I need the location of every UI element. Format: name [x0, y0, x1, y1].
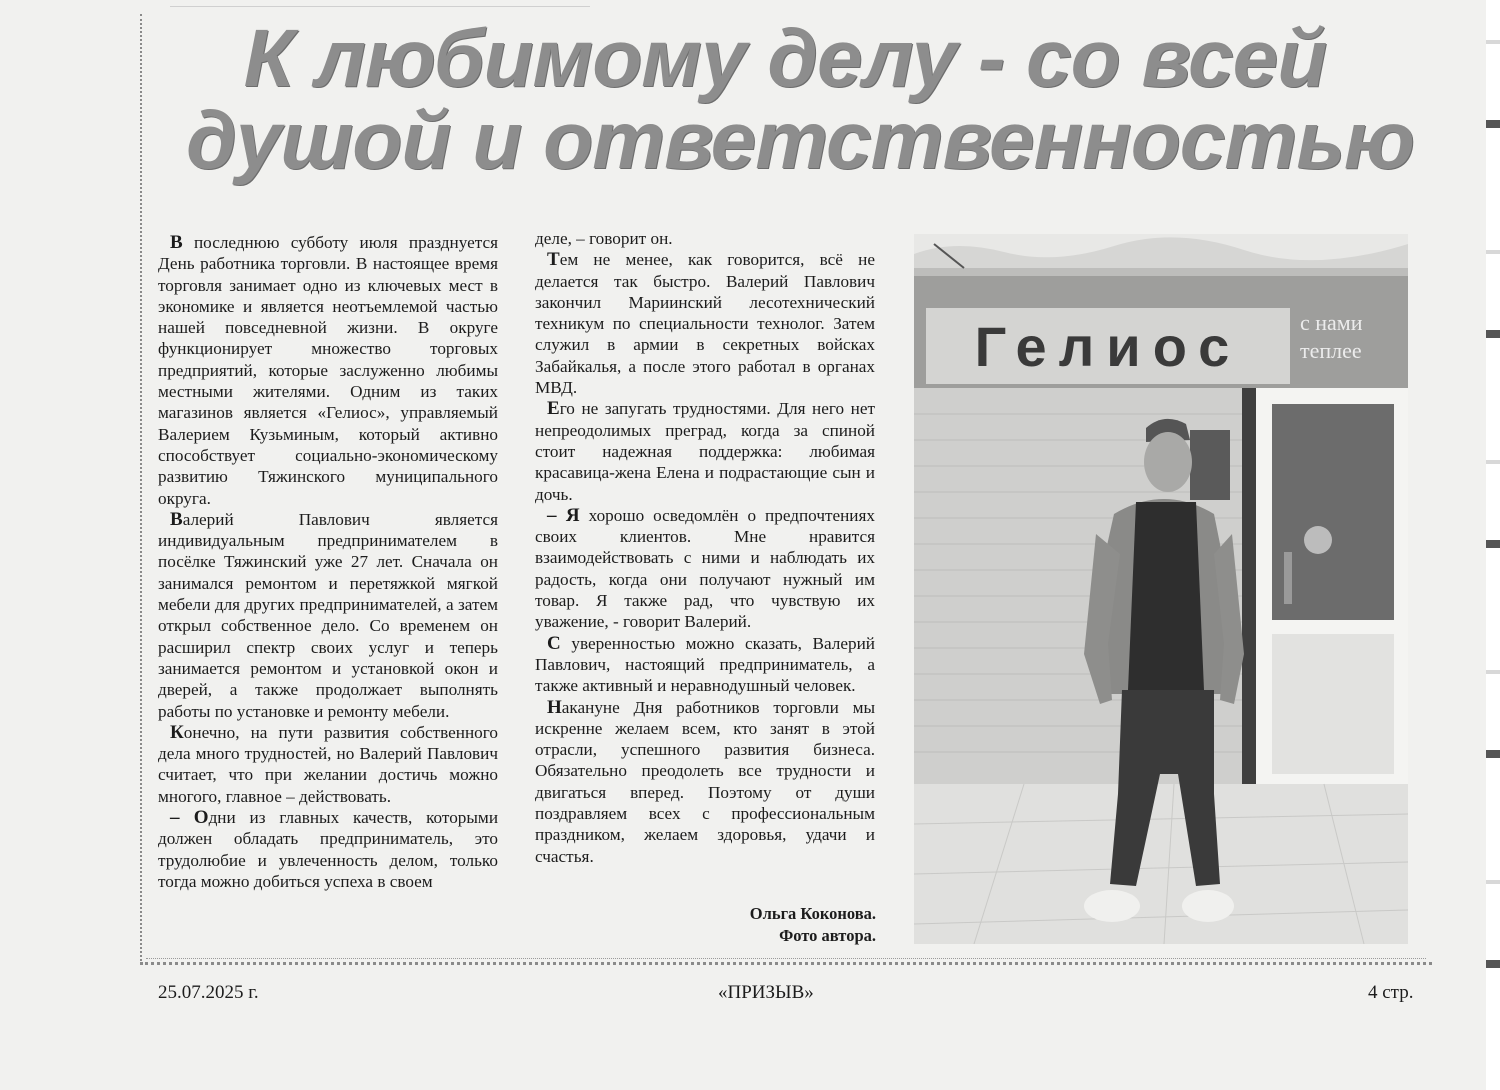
paragraph [535, 505, 875, 633]
paragraph [535, 249, 875, 398]
paragraph-continuation: деле, – говорит он. [535, 229, 673, 248]
drop-letter: В [170, 508, 183, 530]
paragraph-text: уверенностью можно сказать, Валерий Павлович, настоящий предприниматель, а также активный и неравнодушный человек. [535, 633, 875, 696]
article-column-1 [158, 232, 498, 892]
drop-letter: С [547, 632, 561, 654]
page-edge-marks [1486, 0, 1500, 1090]
author-name: Ольга Коконова. [749, 904, 876, 923]
paragraph-text: дни из главных качеств, которыми должен обладать предприниматель, это трудолюбие и увлеченность делом, только тогда можно добиться успеха в своем [158, 808, 499, 891]
paragraph-text: последнюю субботу июля празднуется День работника торговли. В настоящее время торговля занимает одно из ключевых мест в экономике и является неотъемлемой частью нашей повседневной жизни. В округе функционирует множество торговых предприятий, которые заслуженно любимы местными жителями. Одним из таких магазинов является «Гелиос», управляемый Валерием Кузьминым, который активно способствует социально-экономическому развитию Тяжинского муниципального округа. [158, 233, 498, 508]
headline-line-1: К любимому делу - со всей [243, 13, 1327, 104]
paragraph [158, 722, 498, 807]
paragraph [158, 232, 498, 509]
store-sign-text: Гелиос [974, 315, 1242, 378]
paragraph-text: ем не менее, как говорится, всё не делается так быстро. Валерий Павлович закончил Мариинский лесотехнический техникум по специальности технолог. Затем служил в армии в секретных войсках Забайкалья, а после этого работал в органах МВД. [535, 250, 875, 398]
paragraph-text: алерий Павлович является индивидуальным предпринимателем в посёлке Тяжинский уже 27 лет. Сначала он занимался ремонтом и перетяжкой мягкой мебели для других предпринимателей, а затем открыл собственное дело. Со временем он расширил спектр своих услуг и теперь занимается ремонтом и установкой окон и дверей, а также продолжает выполнять работы по установке и ремонту мебели. [158, 509, 498, 721]
paragraph [535, 398, 875, 504]
paragraph [158, 807, 498, 892]
headline-line-2: душой и ответственностью [186, 95, 1414, 186]
footer-newspaper-name: «ПРИЗЫВ» [718, 982, 814, 1003]
paragraph-text: го не запугать трудностями. Для него нет непреодолимых преград, когда за спиной стоит надежная поддержка: любимая красавица-жена Елена и подрастающие сын и дочь. [535, 399, 875, 504]
paragraph-text: акануне Дня работников торговли мы искренне желаем всем, кто занят в этой отрасли, успешного развития бизнеса. Обязательно преодолеть все трудности и двигаться вперед. Поэтому от души поздравляем всех с профессиональным праздником, желаем здоровья, удачи и счастья. [535, 697, 875, 866]
footer-page-number: 4 стр. [1368, 982, 1414, 1003]
sign-side-text-1: с нами [1300, 310, 1363, 335]
paragraph [535, 697, 875, 867]
drop-letter: – Я [547, 504, 580, 526]
paragraph-text: онечно, на пути развития собственного дела много трудностей, но Валерий Павлович считает, что при желании достичь можно многого, главное – действовать. [158, 722, 498, 806]
drop-letter: Е [547, 398, 560, 420]
drop-letter: Н [547, 696, 562, 718]
drop-letter: В [170, 232, 183, 253]
photo-credit: Фото автора. [779, 926, 876, 945]
drop-letter: Т [547, 249, 560, 271]
headline [150, 13, 1430, 186]
article-photo [914, 234, 1408, 944]
byline [700, 903, 876, 947]
paragraph [535, 633, 875, 697]
sign-side-text-2: теплее [1300, 338, 1362, 363]
drop-letter: К [170, 721, 184, 743]
drop-letter: – О [170, 807, 209, 829]
paragraph [158, 509, 498, 722]
footer-date: 25.07.2025 г. [158, 982, 259, 1003]
article-column-2 [535, 228, 875, 867]
paragraph-text: хорошо осведомлён о предпочтениях своих клиентов. Мне нравится взаимодействовать с ними и наблюдать их радость, когда они получают нужный им товар. Я также рад, что чувствую их уважение, - говорит Валерий. [535, 505, 875, 632]
